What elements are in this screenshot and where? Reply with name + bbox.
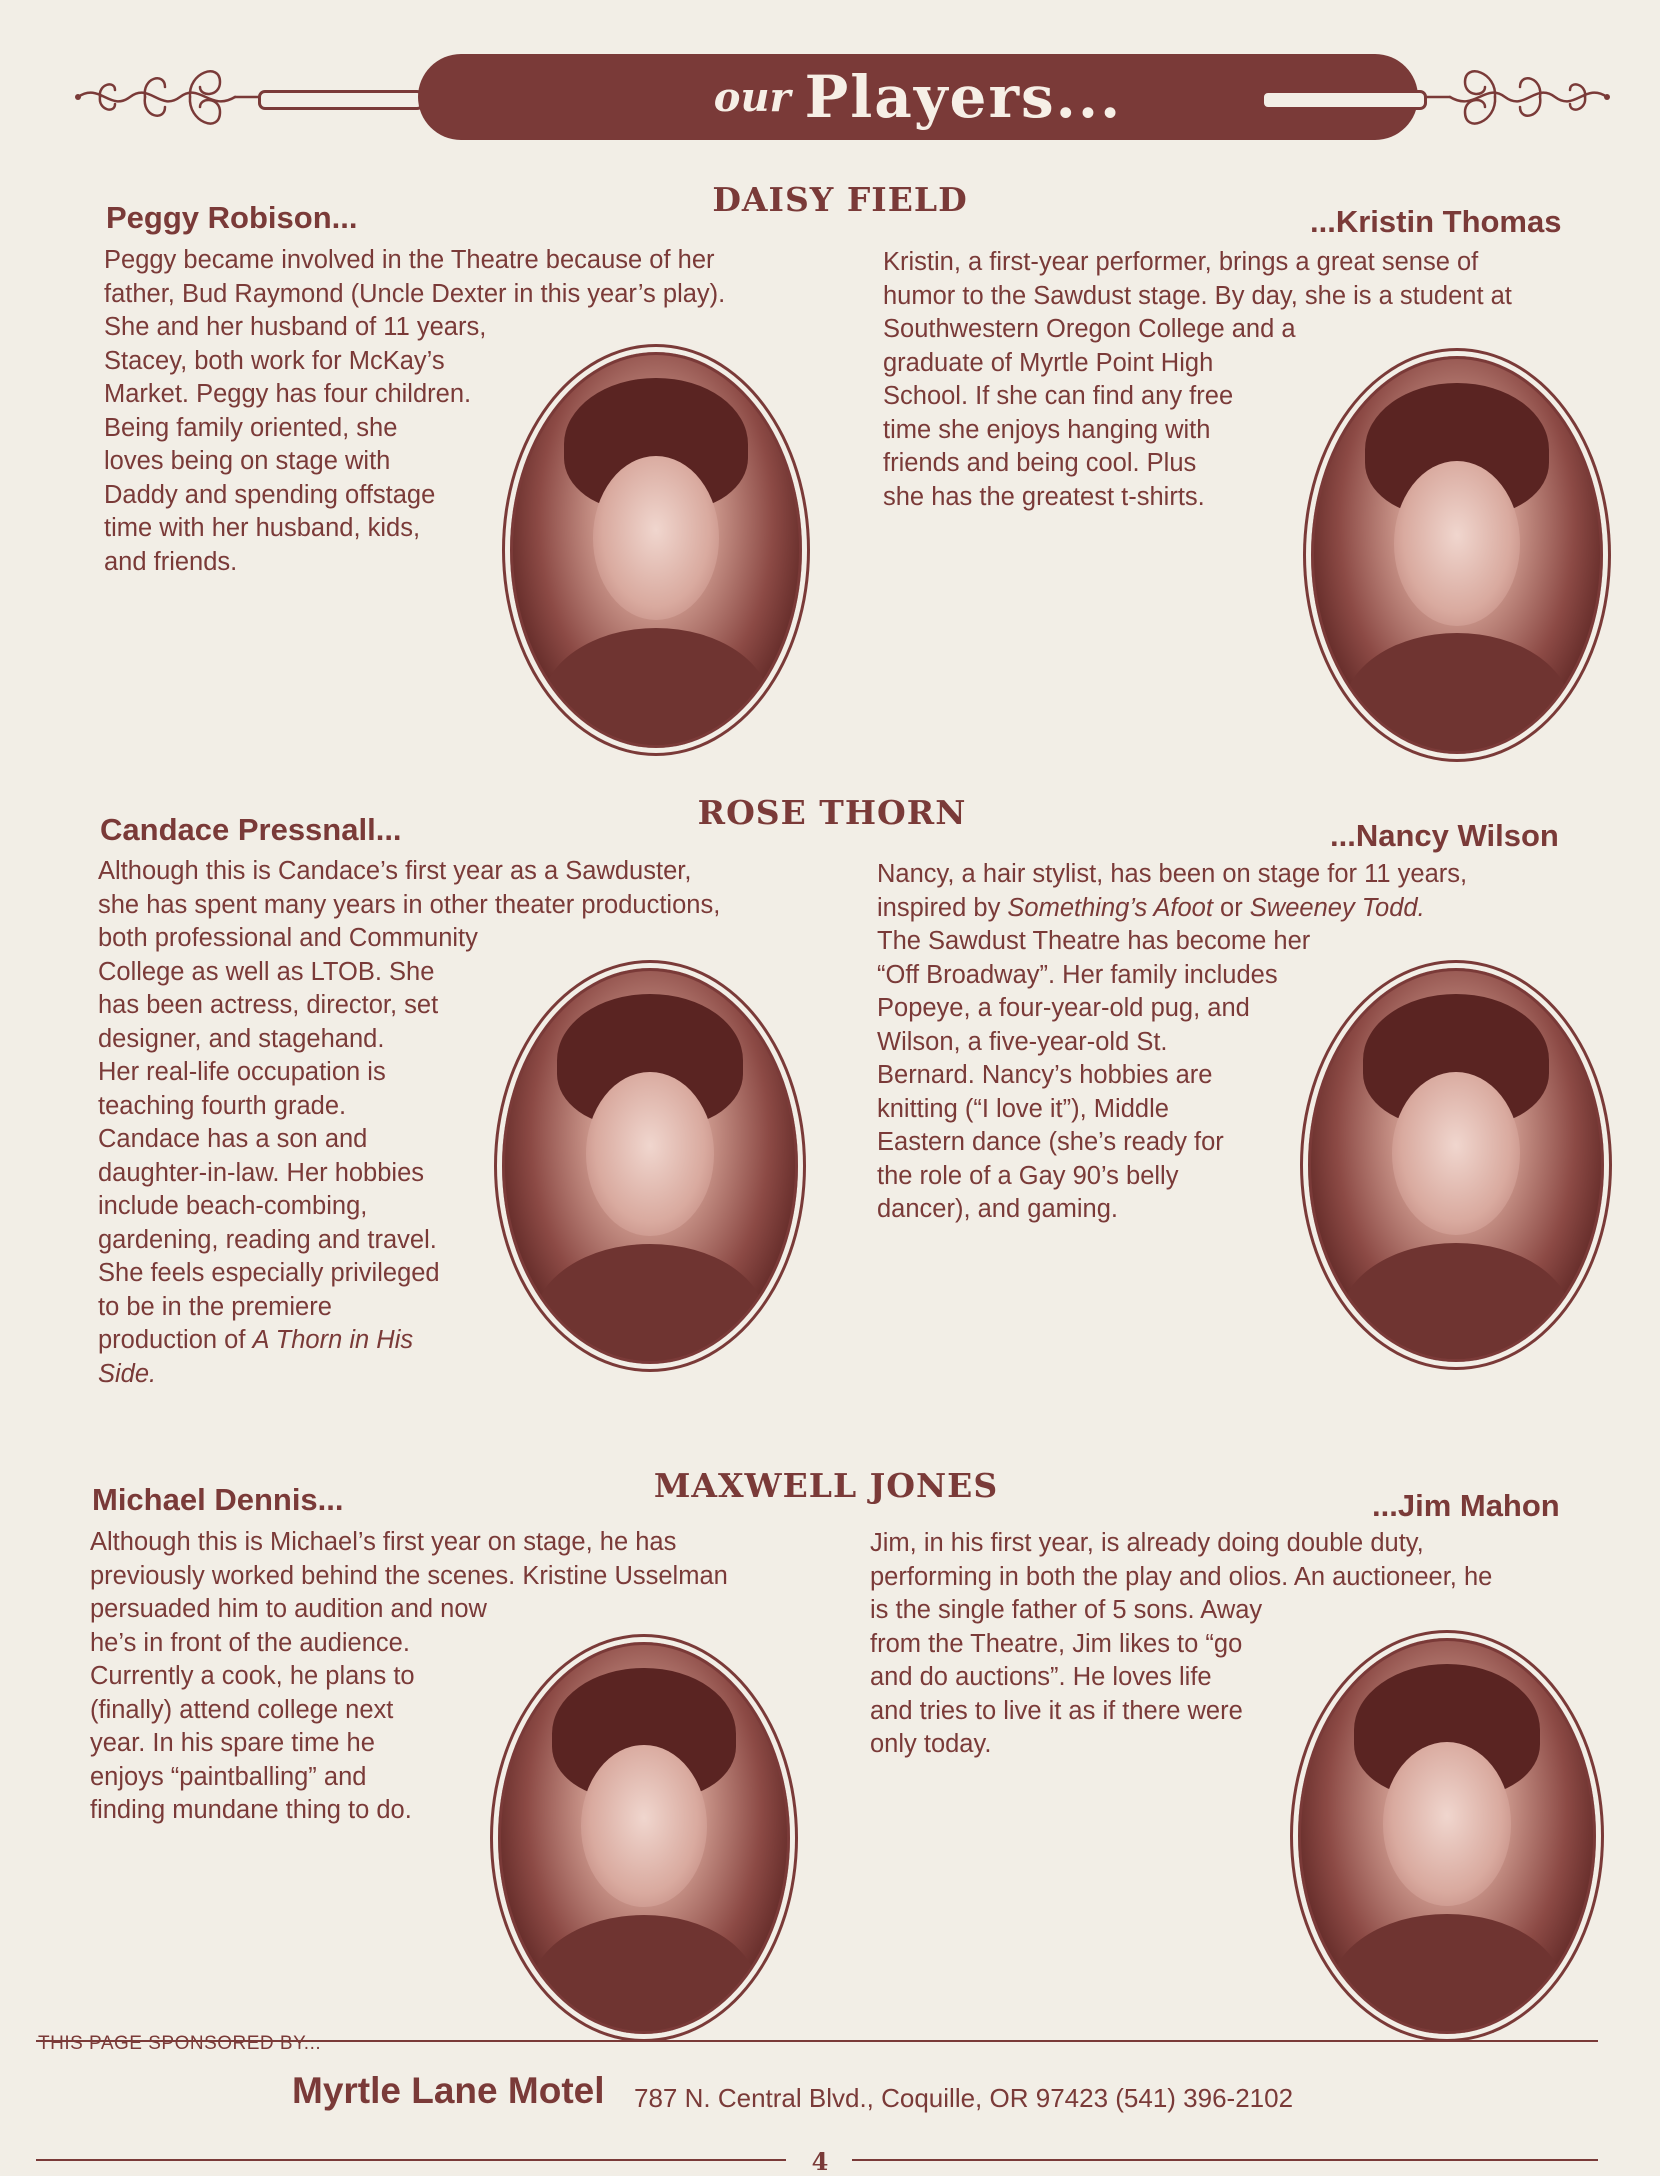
title-large: Players... [804,63,1123,131]
header-banner [70,52,1615,142]
player-bio: Nancy, a hair stylist, has been on stage for 11 years, inspired by Something’s Afoot or Sweeney Todd. The Sawdust Theatre has become her “Off Broadway”. Her family includes Popeye, a four-year-old pug, and Wilson, a five-year-old St. Bernard. Nancy’s hobbies are knitting (“I love it”), Middle Eastern dance (she’s ready for the role of a Gay 90’s belly dancer), and gaming. [877,860,1468,1223]
page-number: 4 [811,2147,829,2176]
title-small: our [713,73,791,121]
scroll-ornament-icon [70,52,260,142]
sponsor-address: 787 N. Central Blvd., Coquille, OR 97423 (541) 396-2102 [634,2083,1294,2113]
player-name: Peggy Robison... [106,200,358,235]
player-name: Michael Dennis... [92,1482,344,1517]
banner-bar-left [258,90,424,110]
portrait-photo [1308,968,1604,1362]
player-name: ...Kristin Thomas [1310,204,1562,239]
banner-bar-right [1261,90,1427,110]
portrait-photo [1298,1638,1596,2034]
player-bio: Peggy became involved in the Theatre because of her father, Bud Raymond (Uncle Dexter in this year’s play). She and her husband of 11 years, Stacey, both work for McKay’s Market. Peggy has four children. Being family oriented, she loves being on stage with Daddy and spending offstage time with her husband, kids, and friends. [104,246,726,576]
footer-rule-left [36,2159,786,2161]
player-name: Candace Pressnall... [100,812,402,847]
portrait-photo [1311,356,1603,754]
player-name: ...Jim Mahon [1372,1488,1560,1523]
portrait-photo [502,968,798,1364]
footer-rule-right [852,2159,1598,2161]
player-bio: Although this is Candace’s first year as a Sawduster, she has spent many years in other theater productions, both professional and Community College as well as LTOB. She has been actress, director, set designer, and stagehand. Her real-life occupation is teaching fourth grade. Candace has a son and daughter-in-law. Her hobbies include beach-combing, gardening, reading and travel. She feels especially privileged to be in the premiere production of A Thorn in His Side. [98,857,721,1388]
player-bio: Although this is Michael’s first year on stage, he has previously worked behind the scenes. Kristine Usselman persuaded him to audition and now he’s in front of the audience. Currently a cook, he plans to (finally) attend college next year. In his spare time he enjoys “paintballing” and finding mundane thing to do. [90,1528,728,1824]
role-title: DAISY FIELD [712,180,968,219]
role-title: MAXWELL JONES [653,1466,999,1505]
portrait-photo [498,1642,790,2034]
portrait-photo [510,352,802,748]
player-bio: Kristin, a first-year performer, brings a great sense of humor to the Sawdust stage. By day, she is a student at Southwestern Oregon College and a graduate of Myrtle Point High School. If she can find any free time she enjoys hanging with friends and being cool. Plus she has the greatest t-shirts. [883,248,1512,511]
scroll-ornament-icon [1425,52,1615,142]
player-bio: Jim, in his first year, is already doing double duty, performing in both the play and olios. An auctioneer, he is the single father of 5 sons. Away from the Theatre, Jim likes to “go and do auctions”. He loves life and tries to live it as if there were only today. [870,1529,1493,1758]
sponsor-label: THIS PAGE SPONSORED BY... [38,2033,322,2054]
role-title: ROSE THORN [697,793,967,832]
sponsor-name: Myrtle Lane Motel [292,2070,605,2111]
player-name: ...Nancy Wilson [1330,818,1559,853]
